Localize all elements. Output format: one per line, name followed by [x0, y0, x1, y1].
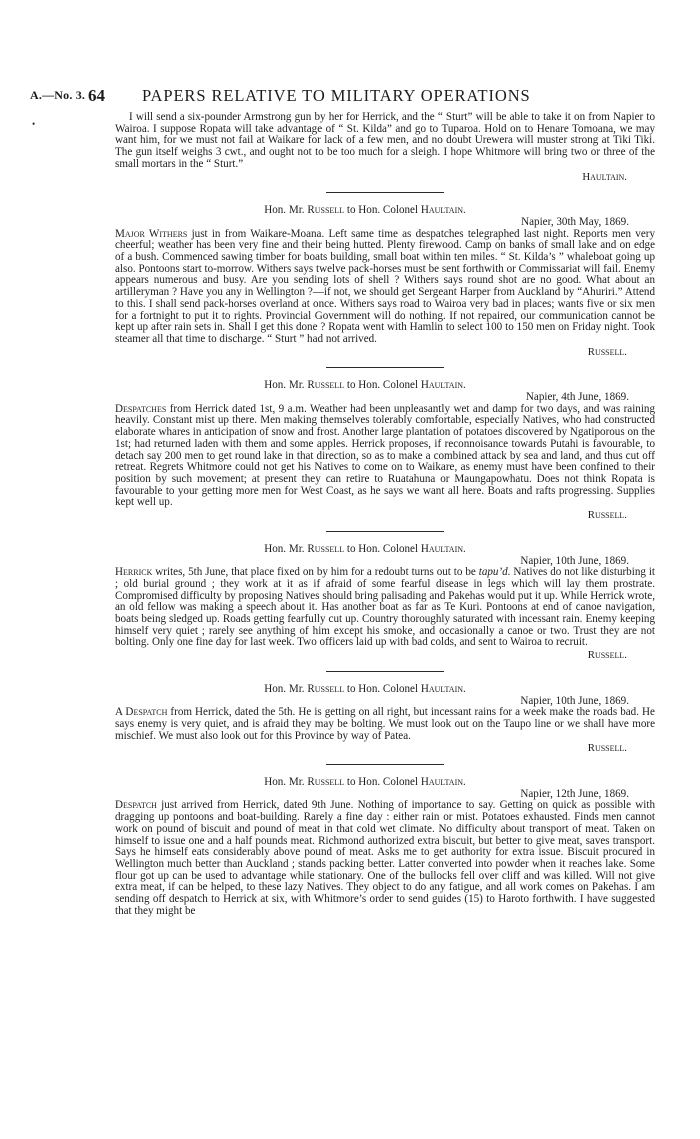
lead-words: A Despatch — [115, 706, 168, 719]
heading-prefix: Hon. Mr. — [264, 379, 308, 392]
recipient-name: Haultain. — [420, 542, 466, 555]
section-rule — [326, 367, 444, 368]
sender-name: Russell — [307, 204, 345, 217]
section-rule — [326, 764, 444, 765]
paragraph-text: from Herrick dated 1st, 9 a.m. Weather had been unpleasantly wet and damp for two days, and was raining heavily. Constant mist up there. Men making themselves tolerably comfortable, especially Natives, who had constructed elaborate whares in anticipation of snow and frost. Another large plantation of potatoes discovered by Ngatiporous on the 1st; had returned laden with them and some apples. Herrick proposes, if reconnoisance towards Putahi is favourable, to detach say 200 men to get round lake in that direction, so as to make a combined attack by sea and land, and thus cut off retreat. Regrets Whitmore could not get his Natives to come on to Waikare, as enemy must have been confined to their position by such movement; at present they can retire to Ruatahuna or Maungapowhatu. Does not think Ropata is favourable to your getting more men for West Coast, as he says we want all here. Boats and rafts progressing. Supplies kept well up. — [115, 402, 655, 509]
recipient-name: Haultain. — [420, 204, 466, 217]
letter-paragraph — [115, 567, 655, 649]
lead-words: Major Withers — [115, 227, 188, 240]
letter-heading — [75, 684, 655, 696]
heading-middle: to Hon. Colonel — [344, 542, 421, 555]
section-rule — [326, 671, 444, 672]
paragraph-text: just in from Waikare-Moana. Left same time as despatches telegraphed last night. Reports men very cheerful; weather has been very fine and their being hutted. Plenty firewood. Camp on banks of small lake and on edge of a bush. Commenced sawing timber for boats building, small boat within ten miles. “ St. Kilda’s ” whaleboat going up also. Pontoons start to-morrow. Withers says twelve pack-horses must be sent forthwith or Commissariat will fail. Enemy appears numerous and busy. Are you sending lots of shell ? Withers says round shot are no good. What about an artilleryman ? Have you any in Wellington ?—if not, we should get Sergeant Harper from Auckland by “Ahuriri.” Attend to this. I shall send pack-horses overland at once. Withers says road to Wairoa very bad in places; wants five or six men for a fortnight to put it to rights. Provincial Government will do nothing. If not repaired, our communication cannot be kept up after rain sets in. Shall I get this done ? Ropata went with Hamlin to select 100 to 150 men on Friday night. Took steamer all that time to discharge. “ Sturt ” had not arrived. — [115, 227, 656, 345]
heading-middle: to Hon. Colonel — [344, 682, 421, 695]
letter — [115, 380, 655, 521]
paragraph-text: from Herrick, dated the 5th. He is getting on all right, but incessant rains for a week make the roads bad. He says enemy is very quiet, and is afraid they may be bolting. We must look out on the Taupo line or we shall have more mischief. We must also look out for this Province by way of Patea. — [115, 706, 655, 742]
heading-prefix: Hon. Mr. — [264, 682, 308, 695]
recipient-name: Haultain. — [420, 776, 466, 789]
letter-paragraph — [115, 800, 655, 917]
heading-middle: to Hon. Colonel — [344, 776, 421, 789]
letter-dateline: Napier, 10th June, 1869. — [520, 554, 629, 567]
letter-paragraph — [115, 707, 655, 742]
document-reference: A.—No. 3. — [30, 88, 86, 102]
sender-name: Russell — [307, 776, 345, 789]
recipient-name: Haultain. — [420, 379, 466, 392]
letter-signature: Haultain. — [582, 170, 627, 183]
letter-dateline: Napier, 10th June, 1869. — [520, 694, 629, 707]
letter-heading — [75, 777, 655, 789]
letter — [115, 777, 655, 917]
paragraph-text: just arrived from Herrick, dated 9th June. Nothing of importance to say. Getting on quick as possible with dragging up pontoons and boat-building. Rarely a fine day : either rain or mist. Potatoes exhausted. Finds men cannot work on pound of biscuit and pound of meat in that cold wet climate. No difficulty about transport of meat. Taken on himself to issue one and a half pounds meat. Richmond authorized extra biscuit, but better to give meat, saves transport. Says he himself eats considerably above pound of meat. Asks me to get authority for extra issue. Biscuit procured in Wellington much better than Auckland ; stands packing better. Latter converted into powder when it reaches lake. Some flour got up can be used to advantage while stationary. One of the bullocks fell over cliff and was killed. Will not give extra meat, if can be helped, to these lazy Natives. They object to do any fatigue, and all work comes on Pakehas. I am sending off despatch to Herrick at six, with Whitmore’s order to send guides (15) to Haroto forthwith. I have suggested that they might be — [115, 799, 655, 917]
sender-name: Russell — [307, 379, 345, 392]
letter-paragraph — [115, 229, 655, 346]
lead-words: Herrick — [115, 566, 153, 579]
document-body — [115, 112, 655, 917]
heading-middle: to Hon. Colonel — [344, 379, 421, 392]
page-header — [30, 86, 670, 106]
letter-signature: Russell. — [587, 649, 627, 662]
italic-word: tapu’d. — [478, 566, 511, 579]
sender-name: Russell — [307, 542, 345, 555]
letter-signature: Russell. — [587, 509, 627, 522]
lead-words: Despatch — [115, 799, 157, 812]
heading-middle: to Hon. Colonel — [344, 204, 421, 217]
letter — [115, 684, 655, 755]
letter-dateline: Napier, 30th May, 1869. — [521, 215, 629, 228]
page-number: 64 — [88, 86, 105, 105]
heading-prefix: Hon. Mr. — [264, 542, 308, 555]
letter — [115, 544, 655, 662]
paragraph-text: writes, 5th June, that place fixed on by him for a redoubt turns out to be — [152, 566, 479, 579]
letter-dateline: Napier, 12th June, 1869. — [520, 787, 629, 800]
letter-continuation — [115, 112, 655, 183]
letter-paragraph: I will send a six-pounder Armstrong gun by her for Herrick, and the “ Sturt” will be able to take it on from Napier to Wairoa. I suppose Ropata will take advantage of “ St. Kilda” and go to Tuparoa. Hold on to Henare Tomoana, we may want him, for we must not fail at Waikare for lack of a few men, and no doubt Urewera will muster strong at Tiki Tiki. The gun itself weighs 3 cwt., and ought not to be too much for a sleigh. I hope Whitmore will bring two or three of the small mortars in the “ Sturt.” — [115, 111, 655, 170]
heading-prefix: Hon. Mr. — [264, 204, 308, 217]
letter-heading — [75, 544, 655, 556]
sender-name: Russell — [307, 682, 345, 695]
letter-paragraph — [115, 404, 655, 509]
letter — [115, 205, 655, 358]
letter-signature: Russell. — [587, 742, 627, 755]
section-rule — [326, 192, 444, 193]
section-rule — [326, 531, 444, 532]
running-title: PAPERS RELATIVE TO MILITARY OPERATIONS — [142, 86, 531, 105]
paragraph-text: Natives do not like disturbing it ; old burial ground ; they work at it as if afraid of some fearful disease in legs which will lay them prostrate. Compromised difficulty by proposing Natives should bring palisading and Pakehas would put it up. While Herrick wrote, an old fellow was making a speech about it. Has another boat as far as Te Kuri. Pontoons at end of canoe navigation, boats being sledged up. Roads getting fearfully cut up. Country thoroughly saturated with incessant rain. Enemy keeping himself very quiet ; rarely see anything of him except his smoke, and occasionally a canoe or two. Trust they are not bolting. Only one fine day for last week. Two officers laid up with bad colds, and sent to Wairoa to recruit. — [115, 566, 655, 649]
heading-prefix: Hon. Mr. — [264, 776, 308, 789]
letter-dateline: Napier, 4th June, 1869. — [525, 391, 629, 404]
letter-signature: Russell. — [587, 345, 627, 358]
recipient-name: Haultain. — [420, 682, 466, 695]
margin-dot: • — [32, 119, 36, 129]
lead-words: Despatches — [115, 402, 167, 415]
